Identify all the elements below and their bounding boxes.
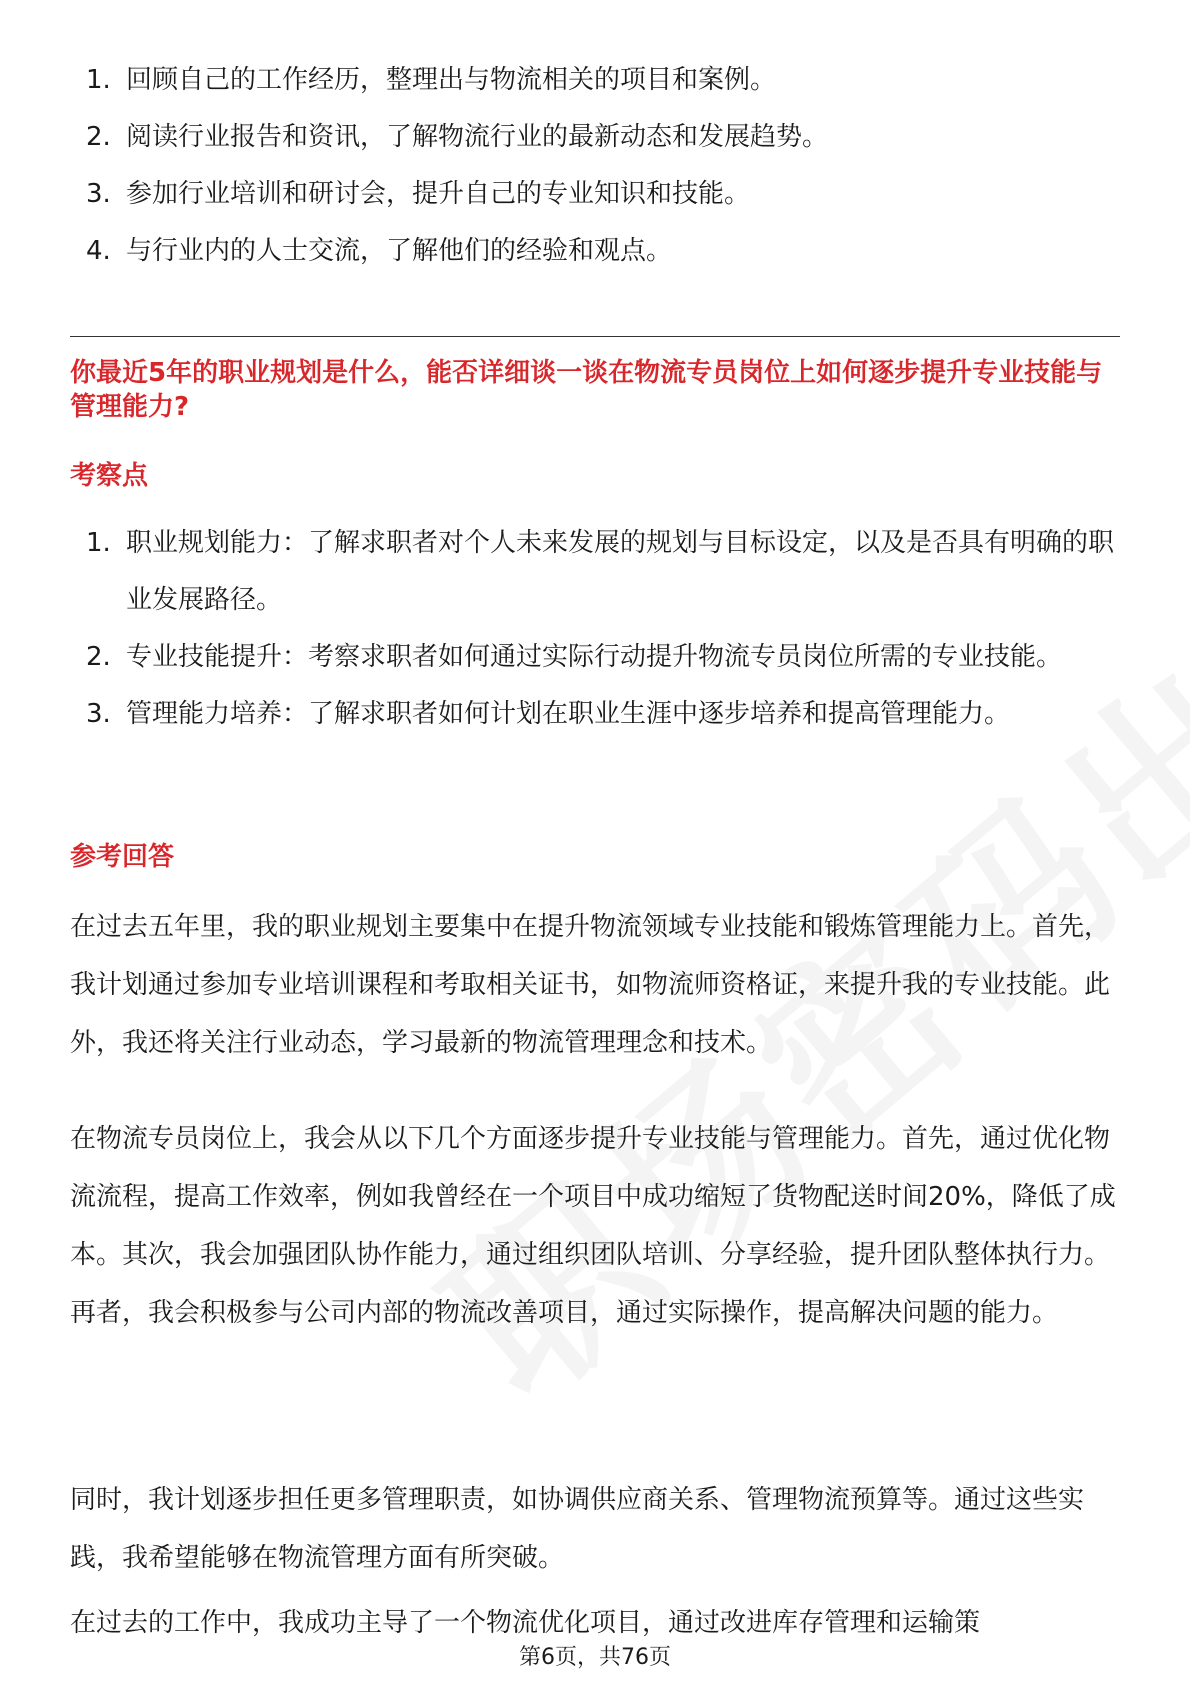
list-item	[70, 686, 1120, 743]
answer-paragraph: 在过去五年里，我的职业规划主要集中在提升物流领域专业技能和锻炼管理能力上。首先，我计划通过参加专业培训课程和考取相关证书，如物流师资格证，来提升我的专业技能。此外，我还将关注行业动态，学习最新的物流管理理念和技术。	[70, 912, 1111, 1058]
list-text: 阅读行业报告和资讯，了解物流行业的最新动态和发展趋势。	[126, 122, 829, 152]
list-item	[70, 109, 1120, 166]
list-number: 2.	[86, 642, 111, 672]
list-item	[70, 166, 1120, 223]
intro-list	[70, 52, 1120, 280]
answer-paragraph: 在物流专员岗位上，我会从以下几个方面逐步提升专业技能与管理能力。首先，通过优化物流流程，提高工作效率，例如我曾经在一个项目中成功缩短了货物配送时间20%，降低了成本。其次，我会加强团队协作能力，通过组织团队培训、分享经验，提升团队整体执行力。再者，我会积极参与公司内部的物流改善项目，通过实际操作，提高解决问题的能力。	[70, 1124, 1116, 1328]
list-item	[70, 629, 1120, 686]
list-item	[70, 515, 1120, 629]
list-text: 参加行业培训和研讨会，提升自己的专业知识和技能。	[126, 179, 751, 209]
answer-paragraph: 在过去的工作中，我成功主导了一个物流优化项目，通过改进库存管理和运输策	[70, 1608, 981, 1638]
list-number: 2.	[86, 122, 111, 152]
list-number: 3.	[86, 699, 111, 729]
list-text: 回顾自己的工作经历，整理出与物流相关的项目和案例。	[126, 65, 777, 95]
assessment-points-list	[70, 515, 1120, 743]
reference-answer-heading: 参考回答	[70, 842, 175, 872]
list-number: 3.	[86, 179, 111, 209]
list-item	[70, 52, 1120, 109]
list-number: 1.	[86, 65, 111, 95]
interview-question: 你最近5年的职业规划是什么，能否详细谈一谈在物流专员岗位上如何逐步提升专业技能与管理能力?	[70, 358, 1103, 422]
list-number: 4.	[86, 236, 111, 266]
assessment-points-heading: 考察点	[70, 461, 149, 491]
answer-paragraph: 同时，我计划逐步担任更多管理职责，如协调供应商关系、管理物流预算等。通过这些实践，我希望能够在物流管理方面有所突破。	[70, 1485, 1085, 1573]
list-number: 1.	[86, 528, 111, 558]
list-text: 专业技能提升：考察求职者如何通过实际行动提升物流专员岗位所需的专业技能。	[126, 642, 1063, 672]
list-text: 管理能力培养：了解求职者如何计划在职业生涯中逐步培养和提高管理能力。	[126, 699, 1011, 729]
list-text: 职业规划能力：了解求职者对个人未来发展的规划与目标设定，以及是否具有明确的职业发展路径。	[126, 528, 1115, 615]
section-divider	[70, 336, 1120, 337]
list-text: 与行业内的人士交流，了解他们的经验和观点。	[126, 236, 673, 266]
list-item	[70, 223, 1120, 280]
page-number: 第6页，共76页	[519, 1645, 671, 1670]
